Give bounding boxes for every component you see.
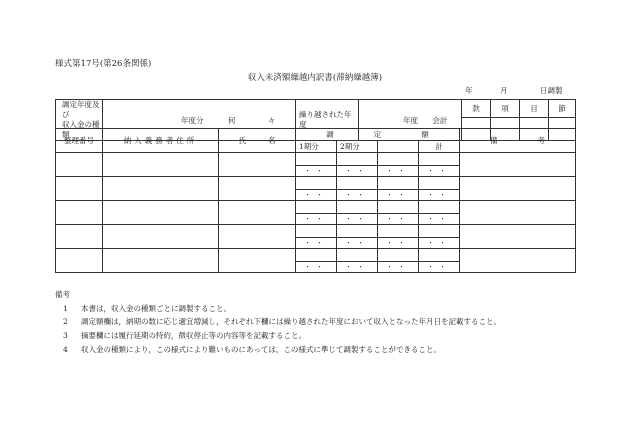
id-cell[interactable] xyxy=(56,225,103,249)
period2-amount-cell[interactable] xyxy=(337,201,378,214)
extra-date-cell[interactable]: ・・ xyxy=(378,214,419,225)
extra-amount-cell[interactable] xyxy=(378,249,419,262)
note-text: 本書は，収入金の種類ごとに調製すること。 xyxy=(81,303,231,313)
date-day-label: 日調製 xyxy=(540,86,563,95)
col-header-blank xyxy=(378,141,419,153)
remarks-cell[interactable] xyxy=(460,249,576,273)
period1-date-cell[interactable]: ・・ xyxy=(296,214,337,225)
note-number: 4 xyxy=(63,344,68,354)
note-number: 1 xyxy=(63,303,68,313)
account-header-setsu: 節 xyxy=(549,100,576,118)
extra-date-cell[interactable]: ・・ xyxy=(378,166,419,177)
total-date-cell[interactable]: ・・ xyxy=(419,238,460,249)
period1-amount-cell[interactable] xyxy=(296,153,337,166)
note-number: 3 xyxy=(63,331,68,341)
col-header-name: 氏 名 xyxy=(219,129,296,153)
remarks-cell[interactable] xyxy=(460,225,576,249)
extra-amount-cell[interactable] xyxy=(378,177,419,190)
period2-amount-cell[interactable] xyxy=(337,225,378,238)
col-header-remarks: 備 考 xyxy=(460,129,576,153)
form-number: 様式第17号(第26条関係) xyxy=(55,59,152,69)
period1-date-cell[interactable]: ・・ xyxy=(296,190,337,201)
period1-date-cell[interactable]: ・・ xyxy=(296,262,337,273)
period1-amount-cell[interactable] xyxy=(296,249,337,262)
account-header-kan: 款 xyxy=(462,100,491,118)
extra-date-cell[interactable]: ・・ xyxy=(378,238,419,249)
id-cell[interactable] xyxy=(56,249,103,273)
table-row xyxy=(56,177,576,190)
date-month-label: 月 xyxy=(500,86,508,95)
note-text: 収入金の種類により，この様式により難いものにあっては，この様式に準じて調製することができること。 xyxy=(81,344,441,354)
fiscal-year-value: 年度分 何 々 xyxy=(103,100,296,141)
note-item xyxy=(55,315,501,329)
table-row xyxy=(56,153,576,166)
extra-amount-cell[interactable] xyxy=(378,153,419,166)
total-amount-cell[interactable] xyxy=(419,225,460,238)
period2-amount-cell[interactable] xyxy=(337,249,378,262)
total-amount-cell[interactable] xyxy=(419,153,460,166)
remarks-cell[interactable] xyxy=(460,177,576,201)
period2-amount-cell[interactable] xyxy=(337,153,378,166)
id-cell[interactable] xyxy=(56,153,103,177)
period2-date-cell[interactable]: ・・ xyxy=(337,238,378,249)
period1-amount-cell[interactable] xyxy=(296,177,337,190)
col-header-address: 納入義務者住所 xyxy=(103,129,219,153)
address-cell[interactable] xyxy=(103,153,219,177)
address-cell[interactable] xyxy=(103,249,219,273)
period2-date-cell[interactable]: ・・ xyxy=(337,190,378,201)
period2-date-cell[interactable]: ・・ xyxy=(337,214,378,225)
date-year-label: 年 xyxy=(465,86,473,95)
note-item xyxy=(55,329,501,343)
name-cell[interactable] xyxy=(219,225,296,249)
name-cell[interactable] xyxy=(219,201,296,225)
total-amount-cell[interactable] xyxy=(419,177,460,190)
account-header-moku: 目 xyxy=(520,100,549,118)
period2-date-cell[interactable]: ・・ xyxy=(337,166,378,177)
total-amount-cell[interactable] xyxy=(419,201,460,214)
period2-date-cell[interactable]: ・・ xyxy=(337,262,378,273)
total-date-cell[interactable]: ・・ xyxy=(419,214,460,225)
total-date-cell[interactable]: ・・ xyxy=(419,190,460,201)
note-item xyxy=(55,343,501,357)
remarks-cell[interactable] xyxy=(460,153,576,177)
id-cell[interactable] xyxy=(56,201,103,225)
period1-amount-cell[interactable] xyxy=(296,225,337,238)
address-cell[interactable] xyxy=(103,201,219,225)
carryover-year-value: 年度 会計 xyxy=(359,100,462,141)
table-row xyxy=(56,201,576,214)
col-header-total: 計 xyxy=(419,141,460,153)
period1-date-cell[interactable]: ・・ xyxy=(296,238,337,249)
id-cell[interactable] xyxy=(56,177,103,201)
note-text: 調定額欄は，納期の数に応じ適宜増減し，それぞれ下欄には繰り越された年度において収入となった年月日を記載すること。 xyxy=(81,317,501,327)
note-text: 摘要欄には履行延期の特約，徴収停止等の内容等を記載すること。 xyxy=(81,331,306,341)
period1-date-cell[interactable]: ・・ xyxy=(296,166,337,177)
address-cell[interactable] xyxy=(103,177,219,201)
notes-section xyxy=(55,288,501,357)
name-cell[interactable] xyxy=(219,153,296,177)
name-cell[interactable] xyxy=(219,177,296,201)
account-header-kou: 項 xyxy=(491,100,520,118)
carryover-year-label: 繰り越された年 度 xyxy=(296,100,359,141)
table-row xyxy=(56,225,576,238)
extra-amount-cell[interactable] xyxy=(378,225,419,238)
col-header-period1: 1期分 xyxy=(296,141,337,153)
total-date-cell[interactable]: ・・ xyxy=(419,166,460,177)
period2-amount-cell[interactable] xyxy=(337,177,378,190)
extra-date-cell[interactable]: ・・ xyxy=(378,190,419,201)
note-number: 2 xyxy=(63,317,68,327)
document-title: 収入未済額繰越内訳書(滞納繰越簿) xyxy=(247,73,383,83)
remarks-cell[interactable] xyxy=(460,201,576,225)
total-amount-cell[interactable] xyxy=(419,249,460,262)
table-row xyxy=(56,249,576,262)
total-date-cell[interactable]: ・・ xyxy=(419,262,460,273)
col-header-id: 整理番号 xyxy=(56,129,103,153)
col-header-period2: 2期分 xyxy=(337,141,378,153)
name-cell[interactable] xyxy=(219,249,296,273)
period1-amount-cell[interactable] xyxy=(296,201,337,214)
col-header-assessed: 調 定 額 xyxy=(296,129,460,141)
arrears-detail-table xyxy=(55,128,576,273)
fiscal-year-type-label: 調定年度及び 収入金の種類 xyxy=(56,100,103,141)
note-item xyxy=(55,302,501,316)
notes-heading: 備考 xyxy=(55,290,70,299)
extra-amount-cell[interactable] xyxy=(378,201,419,214)
address-cell[interactable] xyxy=(103,225,219,249)
extra-date-cell[interactable]: ・・ xyxy=(378,262,419,273)
